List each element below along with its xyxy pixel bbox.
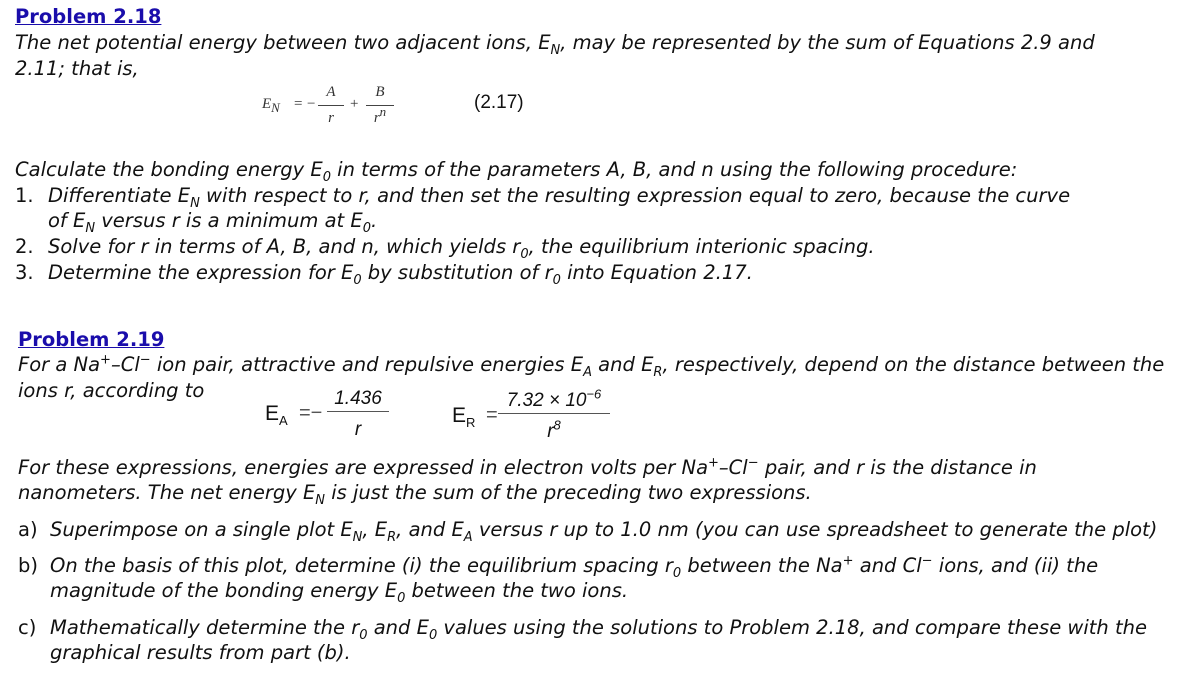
part-b-text-cont: magnitude of the bonding energy $E_0$ between the two ions. (50, 579, 629, 606)
problem-2-18-intro-line1: The net potential energy between two adjacent ions, $E_N$, may be represented by the sum of Equations 2.9 and (15, 31, 1095, 58)
problem-2-19-link[interactable]: Problem 2.19 (18, 328, 165, 351)
part-b-label: b) (18, 554, 38, 577)
equation-number-2-17: (2.17) (474, 92, 524, 113)
part-c-label: c) (18, 616, 37, 639)
problem-2-18-link[interactable]: Problem 2.18 (15, 5, 162, 28)
part-a-label: a) (18, 518, 38, 541)
problem-2-19-intro-line2: ions r, according to (18, 379, 205, 402)
step-2: 2. (15, 235, 34, 258)
ea-equation: $E_A$ =− 1.436 r (265, 386, 395, 442)
energy-units-paragraph-line2: nanometers. The net energy $E_N$ is just the sum of the preceding two expressions. (18, 481, 812, 508)
part-b-text: On the basis of this plot, determine (i) the equilibrium spacing $r_0$ between the Na+ and Cl− ions, and (ii) the (50, 553, 1099, 581)
er-equation: $E_R$ = $7.32 \times 10^{-6}$ $r^8$ (452, 388, 622, 444)
calculate-instruction: Calculate the bonding energy $E_0$ in terms of the parameters A, B, and n using the following procedure: (15, 158, 1018, 185)
step-1: 1. (15, 184, 34, 207)
step-1-text-cont: of $E_N$ versus r is a minimum at $E_0$. (48, 209, 378, 236)
step-2-text: Solve for r in terms of A, B, and n, which yields $r_0$, the equilibrium interionic spacing. (48, 235, 875, 262)
part-c-text-cont: graphical results from part (b). (50, 641, 351, 664)
problem-2-19-intro-line1: For a Na+–Cl− ion pair, attractive and repulsive energies $E_A$ and $E_R$, respectively, depend on the distance between the (18, 352, 1165, 380)
step-1-text: Differentiate $E_N$ with respect to r, and then set the resulting expression equal to zero, because the curve (48, 184, 1071, 211)
part-c-text: Mathematically determine the $r_0$ and $E_0$ values using the solutions to Problem 2.18, and compare these with the (50, 616, 1147, 643)
energy-units-paragraph: For these expressions, energies are expressed in electron volts per Na+–Cl− pair, and r is the distance in (18, 455, 1037, 479)
step-3: 3. (15, 261, 34, 284)
step-3-text: Determine the expression for $E_0$ by substitution of $r_0$ into Equation 2.17. (48, 261, 753, 288)
part-a-text: Superimpose on a single plot $E_N$, $E_R$, and $E_A$ versus r up to 1.0 nm (you can use spreadsheet to generate the plot) (50, 518, 1158, 545)
problem-2-18-intro-line2: 2.11; that is, (15, 57, 139, 80)
